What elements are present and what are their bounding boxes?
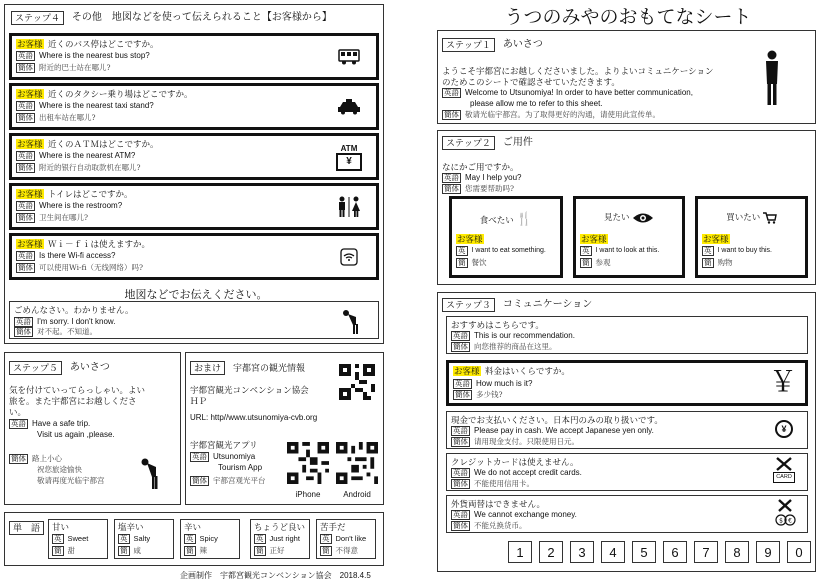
qr-code-android[interactable]: [335, 441, 379, 485]
cash-box[interactable]: 現金でお支払いください。日本円のみの取り扱いです。 英語 Please pay in cash. We accept Japanese yen only. 簡体 请用现金支付。只限使用日元。 ¥: [446, 411, 808, 449]
restroom-icon: [334, 194, 364, 220]
step3-panel: ステップ３ コミュニケーション: [437, 292, 816, 572]
step4-item-restroom[interactable]: お客様 トイレはどこですか。 英語 Where is the restroom? 簡体 卫生间在哪儿?: [9, 183, 379, 230]
vocab-card[interactable]: 苦手だ 英 Don't like 簡 不得意: [316, 519, 376, 559]
step4-item-taxi[interactable]: お客様 近くのタクシー乗り場はどこですか。 英語 Where is the nearest taxi stand? 簡体 出租车站在哪儿?: [9, 83, 379, 130]
step1-panel: ステップ１ あいさつ ようこそ宇都宮にお越しくださいました。よりよいコミュニケーション のためこのシートで確認させていただきます。 英語 Welcome to Utsunomiya! In order to have better communication, please allow me to refer to this sheet. 簡体 敬请光临宇都宫。为了取得更好的沟通，请使用此宣传单。: [437, 30, 816, 124]
yen-icon: ￥: [769, 365, 798, 398]
standing-person-icon: [760, 49, 784, 107]
number-button[interactable]: 6: [663, 541, 687, 563]
svg-text:$: $: [779, 517, 783, 525]
vocab-panel: 単 語: [4, 512, 384, 566]
step2-panel: ステップ２ ご用件 なにかご用ですか。 英語 May I help you? 簡体 您需要帮助吗?: [437, 130, 816, 285]
credit-card-box[interactable]: クレジットカードは使えません。 英語 We do not accept credit cards. 簡体 不能使用信用卡。 CARD: [446, 453, 808, 491]
exchange-box[interactable]: 外貨両替はできません。 英語 We cannot exchange money. 簡体 不能兑换货币。 $ €: [446, 495, 808, 533]
step4-label: ステップ４: [11, 11, 64, 25]
no-exchange-icon: [774, 499, 796, 529]
vocab-card[interactable]: 塩辛い 英 Salty 簡 咸: [114, 519, 174, 559]
footer-credit: 企画制作 宇都宮観光コンベンション協会 2018.4.5: [180, 571, 371, 580]
sorry-box[interactable]: ごめんなさい。わかりません。 英語 I'm sorry. I don't know. 簡体 对不起。不知道。: [9, 301, 379, 339]
vocab-card[interactable]: 甘い 英 Sweet 簡 甜: [48, 519, 108, 559]
price-box[interactable]: お客様 料金はいくらですか。 英語 How much is it? 簡体 多少钱? ￥: [446, 360, 808, 406]
omake-panel: おまけ 宇都宮の観光情報 宇都宮観光コンベンション協会ＨＰ URL: http//www.utsunomiya-cvb.org 宇都宮観光アプリ 英語 Utsunomiya Tourism App 簡体 宇都宫观光平台 iPhone Android: [185, 352, 384, 505]
step4-item-wifi[interactable]: お客様 Ｗｉ－ｆｉは使えますか。 英語 Is there Wi-fi access? 簡体 可以使用Wi-fi（无线网络）吗?: [9, 233, 379, 280]
eye-icon: [632, 212, 654, 222]
number-button[interactable]: 2: [539, 541, 563, 563]
map-note: 地図などでお伝えください。: [124, 289, 268, 301]
page-title: うつのみやのおもてなシート: [504, 7, 752, 28]
yen-coin-icon: ¥: [775, 420, 793, 438]
look-card[interactable]: 見たい お客様 英 I want to look at this. 簡 参观: [573, 196, 685, 278]
cart-icon: [763, 212, 777, 222]
number-button[interactable]: 7: [694, 541, 718, 563]
step4-title: その他 地図などを使って伝えられること【お客様から】: [71, 12, 332, 23]
vocab-card[interactable]: 辛い 英 Spicy 簡 辣: [180, 519, 240, 559]
bus-icon: [336, 46, 362, 68]
step4-item-atm[interactable]: お客様 近くのＡＴＭはどこですか。 英語 Where is the nearest ATM? 簡体 附近的银行自动取款机在哪儿? ATM ¥: [9, 133, 379, 180]
recommend-box[interactable]: おすすめはこちらです。 英語 This is our recommendation. 簡体 向您推荐的商品在这里。: [446, 316, 808, 354]
fork-knife-icon: 🍴: [516, 211, 533, 226]
number-button[interactable]: 3: [570, 541, 594, 563]
step5-panel: ステップ５ あいさつ 気を付けていってらっしゃい。よい旅を。また宇都宮にお越しください。 英語 Have a safe trip. Visit us again ,please. 簡体 路上小心 祝您旅途愉快 敬请再度光临宇都宫: [4, 352, 181, 505]
wifi-icon: [338, 246, 360, 268]
no-card-icon: CARD: [772, 457, 796, 487]
qr-code-iphone[interactable]: [286, 441, 330, 485]
number-button[interactable]: 1: [508, 541, 532, 563]
number-button[interactable]: 8: [725, 541, 749, 563]
bowing-person-icon: [340, 304, 364, 336]
number-button[interactable]: 0: [787, 541, 811, 563]
bowing-person-icon: [137, 451, 165, 491]
vocab-card[interactable]: ちょうど良い 英 Just right 簡 正好: [250, 519, 310, 559]
number-button[interactable]: 9: [756, 541, 780, 563]
number-button[interactable]: 4: [601, 541, 625, 563]
qr-code-hp[interactable]: [338, 363, 376, 401]
step4-item-bus[interactable]: お客様 近くのバス停はどこですか。 英語 Where is the nearest bus stop? 簡体 附近的巴士站在哪儿?: [9, 33, 379, 80]
svg-text:€: €: [788, 517, 792, 525]
eat-card[interactable]: 食べたい 🍴 お客様 英 I want to eat something. 簡 餐饮: [449, 196, 563, 278]
buy-card[interactable]: 買いたい お客様 英 I want to buy this. 簡 购物: [695, 196, 808, 278]
number-button[interactable]: 5: [632, 541, 656, 563]
url-link[interactable]: URL: http//www.utsunomiya-cvb.org: [190, 413, 318, 422]
taxi-icon: [336, 96, 362, 118]
atm-icon: ATM ¥: [334, 140, 364, 174]
